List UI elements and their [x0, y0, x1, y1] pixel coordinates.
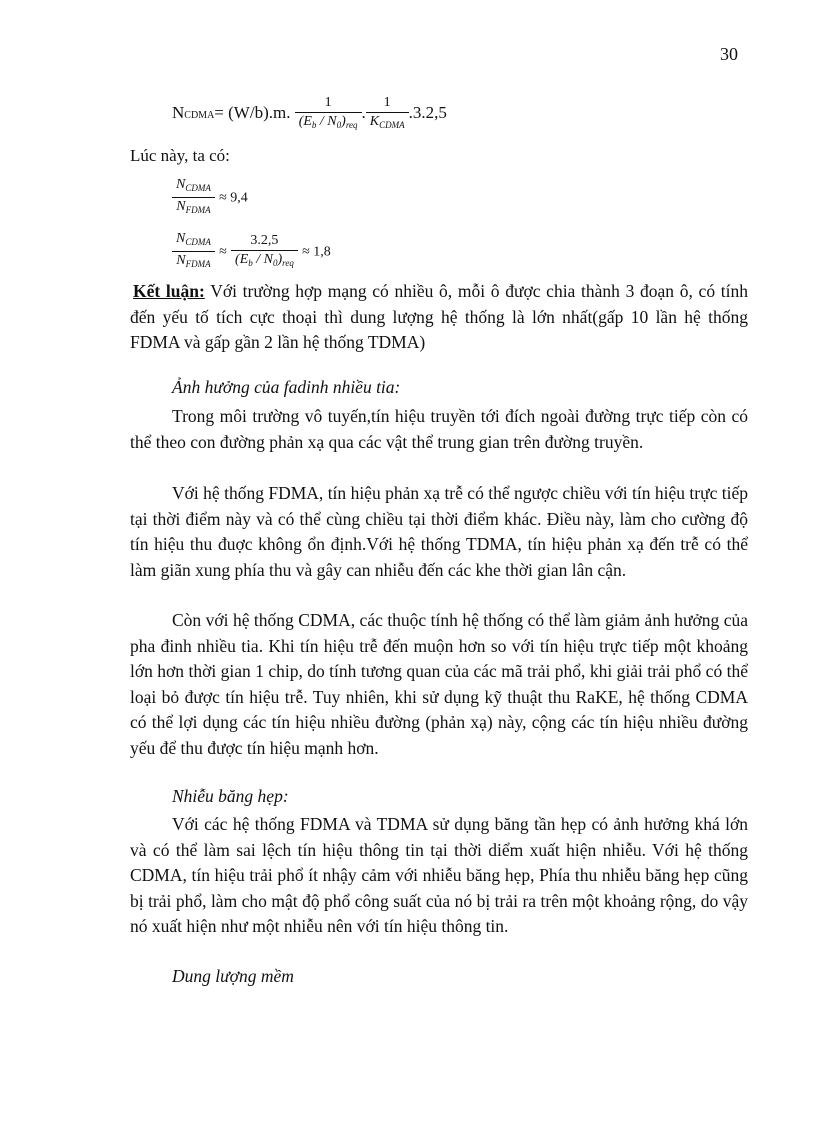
frac-2-denominator: $K_{CDMA}$: [366, 112, 409, 134]
ratio-2-fraction: $\frac{N_{CDMA}}{N_{FDMA}}$: [172, 230, 215, 273]
frac-1-denominator: $(E_b / N_0)_{req}$: [295, 112, 362, 134]
ratio-1: [172, 176, 248, 219]
ratio-1-value: ≈ 9,4: [219, 190, 248, 206]
heading-narrowband: Nhiễu băng hẹp:: [172, 786, 289, 806]
frac-1-numerator: 1: [324, 95, 332, 110]
conclusion-label: Kết luận:: [133, 281, 205, 301]
heading-fading: Ảnh hưởng của fadinh nhiều tia:: [172, 377, 401, 397]
formula-lhs-sub: CDMA: [184, 109, 215, 121]
formula-dot: .: [361, 102, 366, 122]
ratio-2-inner-fraction: $\frac{3.2,5}{(E_b / N_0)_{req}}$: [231, 232, 298, 272]
intro-line: Lúc này, ta có:: [130, 146, 230, 165]
narrowband-paragraph-1: Với các hệ thống FDMA và TDMA sử dụng băng tần hẹp có ảnh hưởng khá lớn và có thể làm sai lệch tín hiệu thông tin tại thời diểm xuất hiện nhiễu. Với hệ thống CDMA, tín hiệu trải phổ ít nhậy cảm với nhiễu băng hẹp, Phía thu nhiễu băng hẹp cũng bị trải phổ, làm cho mật độ phổ công suất của nó bị trải ra trên một khoảng rộng, do vậy nó xuất hiện như một nhiễu nên với tín hiệu thông tin.: [130, 814, 748, 937]
formula-tail: .3.2,5: [408, 102, 447, 122]
fading-paragraph-1: Trong môi trường vô tuyến,tín hiệu truyền tới đích ngoài đường trực tiếp còn có thể theo con đường phản xạ qua các vật thể trung gian trên đường truyền.: [130, 406, 748, 452]
conclusion-text: Với trường hợp mạng có nhiều ô, mỗi ô được chia thành 3 đoạn ô, có tính đến yếu tố tích cực thoại thì dung lượng hệ thống là lớn nhất(gấp 10 lần hệ thống FDMA và gấp gần 2 lần hệ thống TDMA): [130, 281, 748, 353]
formula-frac-1: [295, 94, 362, 134]
formula-n-cdma: [172, 94, 447, 134]
formula-frac-2: [366, 94, 409, 134]
page-number: 30: [720, 44, 738, 64]
ratio-1-fraction: $\frac{N_{CDMA}}{N_{FDMA}}$: [172, 176, 215, 219]
formula-equals: = (W/b).m.: [214, 102, 291, 122]
frac-2-numerator: 1: [383, 95, 391, 110]
fading-paragraph-2: Với hệ thống FDMA, tín hiệu phản xạ trễ có thể ngược chiều với tín hiệu trực tiếp tại thời điểm này và có thể cùng chiều tại thời điểm khác. Điều này, làm cho cường độ tín hiệu thu đuợc không ổn định.Với hệ thống TDMA, tín hiệu phản xạ đến trễ có thể làm giãn xung phía thu và gây can nhiễu đến các khe thời gian lân cận.: [130, 483, 748, 580]
heading-soft-capacity: Dung lượng mềm: [172, 966, 294, 986]
fading-paragraph-3: Còn với hệ thống CDMA, các thuộc tính hệ thống có thể làm giảm ảnh hưởng của pha đinh nhiều tia. Khi tín hiệu trễ đến muộn hơn so với tín hiệu trực tiếp một khoảng lớn hơn thời gian 1 chip, do tính tương quan của các mã trải phổ, khi giải trải phổ có thể loại bỏ được tín hiệu trễ. Tuy nhiên, khi sử dụng kỹ thuật thu RaKE, hệ thống CDMA có thể lợi dụng các tín hiệu nhiều đường (phản xạ) này, cộng các tín hiệu nhiều đường yếu để thu được tín hiệu mạnh hơn.: [130, 610, 748, 758]
ratio-2-value: ≈ 1,8: [302, 244, 331, 260]
formula-lhs: N: [172, 102, 185, 122]
ratio-2: $\frac{N_{CDMA}}{N_{FDMA}}$ ≈ $\frac{3.2,5}{(E_b / N_0)_{req}}$ ≈ 1,8: [172, 230, 331, 273]
conclusion-paragraph: [130, 279, 748, 356]
